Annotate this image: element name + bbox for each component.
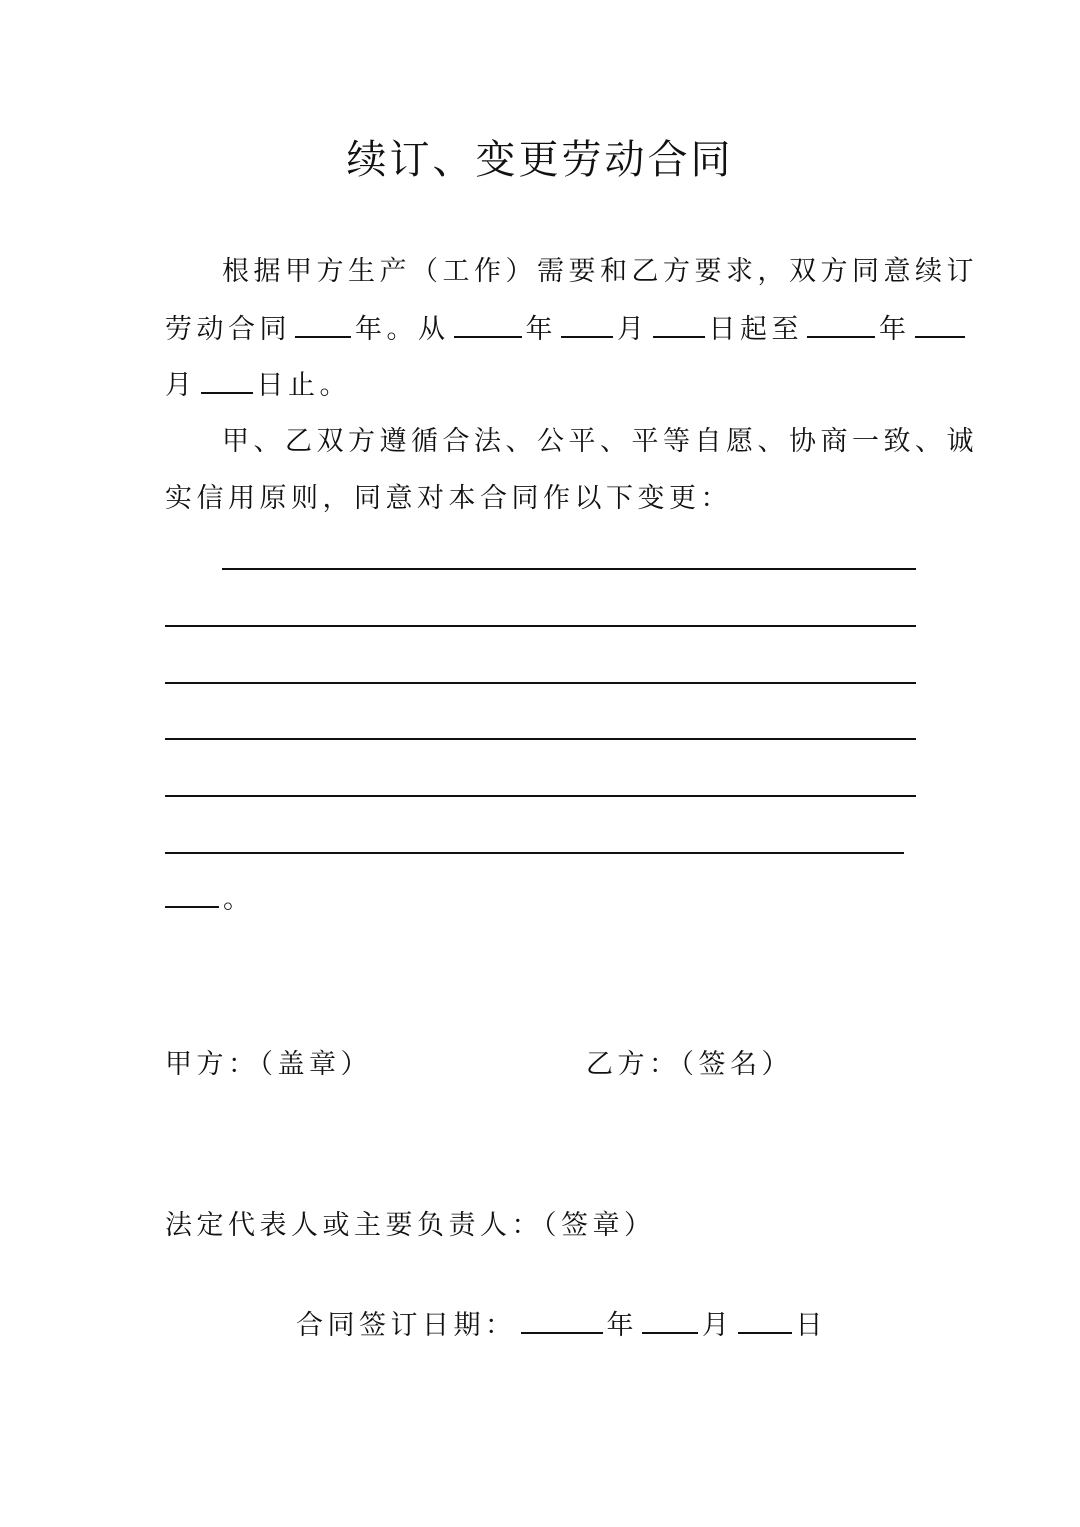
- party-b-signature: 乙方：（签名）: [586, 1049, 793, 1080]
- start-day-blank[interactable]: [653, 310, 705, 338]
- signing-date-label: 合同签订日期：: [296, 1310, 517, 1341]
- text-year-from: 年。从: [355, 314, 450, 345]
- para2-line2: 实信用原则，同意对本合同作以下变更：: [165, 483, 732, 514]
- end-day-blank[interactable]: [201, 366, 253, 394]
- period-mark: 。: [223, 884, 255, 915]
- change-line-final: [165, 880, 255, 920]
- para1-line3: [165, 366, 351, 406]
- text-month-end: 月: [165, 370, 197, 401]
- document-title: 续订、变更劳动合同: [346, 137, 734, 183]
- change-line-5[interactable]: [165, 795, 916, 797]
- change-line-2[interactable]: [165, 625, 916, 627]
- text-year-end: 年: [879, 314, 911, 345]
- start-year-blank[interactable]: [454, 310, 522, 338]
- para1-line2: [165, 310, 969, 350]
- change-line-7[interactable]: [165, 880, 219, 908]
- start-month-blank[interactable]: [561, 310, 613, 338]
- end-year-blank[interactable]: [807, 310, 875, 338]
- signing-day-blank[interactable]: [738, 1306, 792, 1334]
- legal-representative-signature: 法定代表人或主要负责人：（签章）: [165, 1210, 656, 1241]
- signing-year-text: 年: [606, 1310, 638, 1341]
- text-labor-contract: 劳动合同: [165, 314, 291, 345]
- para1-line1: 根据甲方生产（工作）需要和乙方要求，双方同意续订: [222, 256, 978, 287]
- para2-line1: 甲、乙双方遵循合法、公平、平等自愿、协商一致、诚: [222, 426, 978, 457]
- change-line-4[interactable]: [165, 738, 916, 740]
- signing-month-blank[interactable]: [642, 1306, 698, 1334]
- signing-month-text: 月: [702, 1310, 734, 1341]
- term-years-blank[interactable]: [295, 310, 351, 338]
- signing-year-blank[interactable]: [521, 1306, 603, 1334]
- change-line-3[interactable]: [165, 682, 916, 684]
- text-month: 月: [617, 314, 649, 345]
- text-day-stop: 日止。: [256, 370, 351, 401]
- change-line-6[interactable]: [165, 852, 904, 854]
- end-month-blank[interactable]: [915, 310, 965, 338]
- text-day-until: 日起至: [708, 314, 803, 345]
- signing-date: [296, 1306, 827, 1346]
- text-year: 年: [525, 314, 557, 345]
- change-line-1[interactable]: [222, 568, 916, 570]
- party-a-seal: 甲方：（盖章）: [165, 1049, 372, 1080]
- signing-day-text: 日: [795, 1310, 827, 1341]
